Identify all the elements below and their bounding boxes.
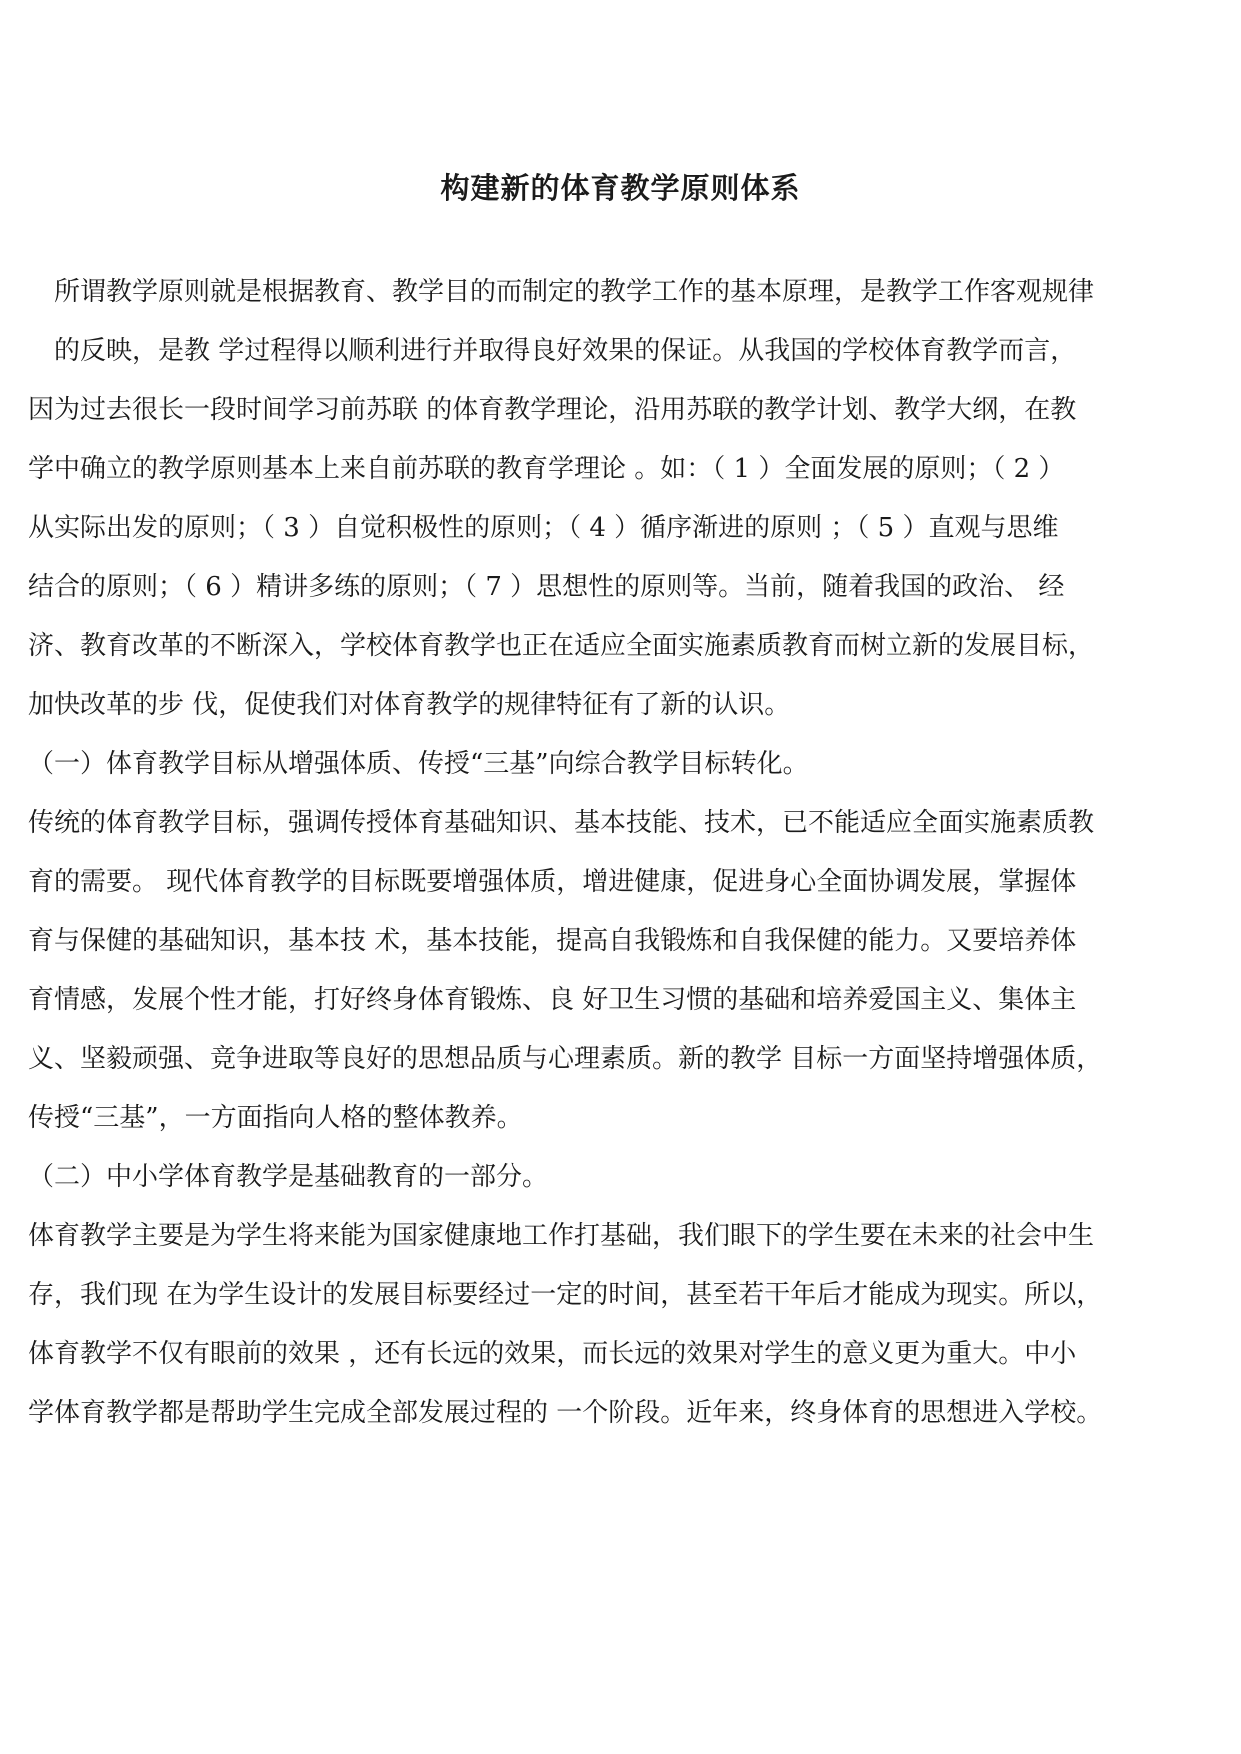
text-line: 济、教育改革的不断深入，学校体育教学也正在适应全面实施素质教育而树立新的发展目标，: [28, 631, 1095, 661]
text-line: 传统的体育教学目标，强调传授体育基础知识、基本技能、技术，已不能适应全面实施素质教: [28, 808, 1095, 838]
text-line: 存，我们现 在为学生设计的发展目标要经过一定的时间，甚至若干年后才能成为现实。所以，: [28, 1280, 1103, 1310]
text-line: 学体育教学都是帮助学生完成全部发展过程的 一个阶段。近年来，终身体育的思想进入学校。: [28, 1398, 1103, 1428]
text-line: 所谓教学原则就是根据教育、教学目的而制定的教学工作的基本原理，是教学工作客观规律: [28, 277, 1095, 307]
text-line: 因为过去很长一段时间学习前苏联 的体育教学理论，沿用苏联的教学计划、教学大纲，在教: [28, 395, 1077, 425]
text-line: 育与保健的基础知识，基本技 术，基本技能，提高自我锻炼和自我保健的能力。又要培养体: [28, 926, 1077, 956]
text-line: 结合的原则；（ 6 ）精讲多练的原则；（ 7 ）思想性的原则等。当前，随着我国的政治、 经: [28, 572, 1065, 602]
section-heading: （一）体育教学目标从增强体质、传授“三基”向综合教学目标转化。: [28, 749, 809, 779]
text-line: 育的需要。 现代体育教学的目标既要增强体质，增进健康，促进身心全面协调发展，掌握体: [28, 867, 1077, 897]
text-line: 体育教学不仅有眼前的效果 ，还有长远的效果，而长远的效果对学生的意义更为重大。中小: [28, 1339, 1077, 1369]
text-line: 学中确立的教学原则基本上来自前苏联的教育学理论 。如：（ 1 ）全面发展的原则；（ 2 ）: [28, 454, 1065, 484]
text-line: 传授“三基”，一方面指向人格的整体教养。: [28, 1103, 523, 1133]
text-line: 义、坚毅顽强、竞争进取等良好的思想品质与心理素质。新的教学 目标一方面坚持增强体质，: [28, 1044, 1103, 1074]
section-heading: （二）中小学体育教学是基础教育的一部分。: [28, 1162, 549, 1192]
text-line: 体育教学主要是为学生将来能为国家健康地工作打基础，我们眼下的学生要在未来的社会中生: [28, 1221, 1095, 1251]
text-line: 的反映，是教 学过程得以顺利进行并取得良好效果的保证。从我国的学校体育教学而言，: [28, 336, 1077, 366]
text-line: 从实际出发的原则；（ 3 ）自觉积极性的原则；（ 4 ）循序渐进的原则 ；（ 5 ）直观与思维: [28, 513, 1059, 543]
document-title: 构建新的体育教学原则体系: [440, 171, 801, 205]
text-line: 育情感，发展个性才能，打好终身体育锻炼、良 好卫生习惯的基础和培养爱国主义、集体主: [28, 985, 1077, 1015]
text-line: 加快改革的步 伐，促使我们对体育教学的规律特征有了新的认识。: [28, 690, 791, 720]
